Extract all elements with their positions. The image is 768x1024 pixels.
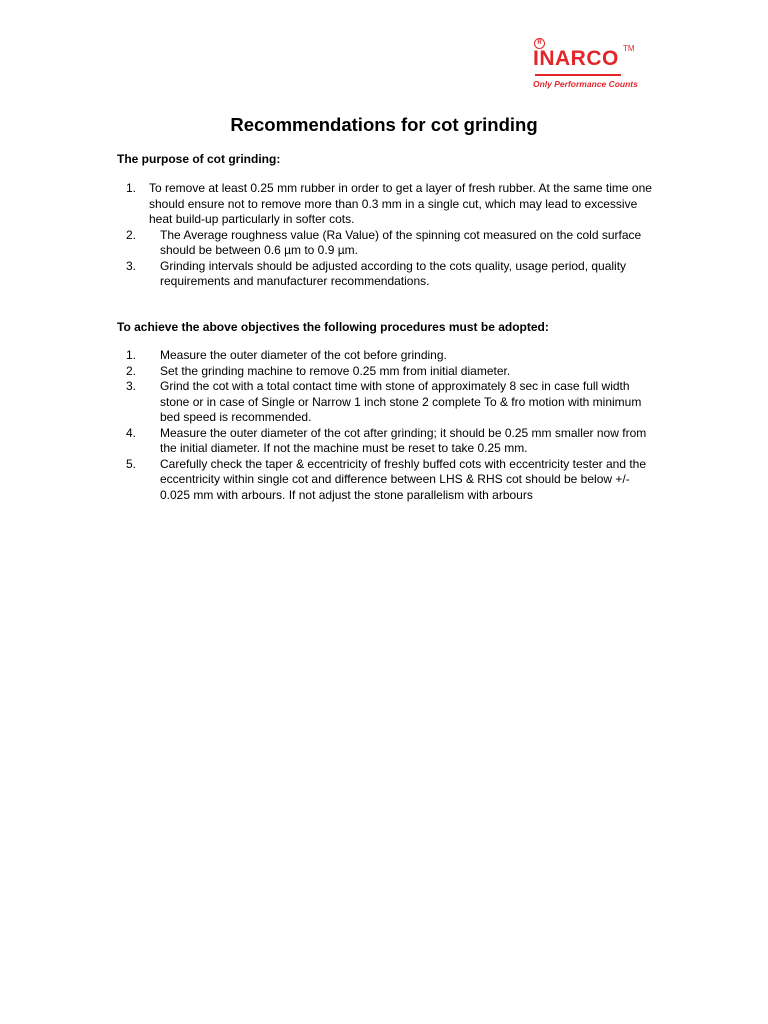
list-item-number: 3. (126, 258, 137, 273)
logo-trademark: TM (623, 44, 635, 53)
list-item (126, 259, 656, 290)
purpose-list (126, 181, 656, 290)
list-item-text: Set the grinding machine to remove 0.25 mm from initial diameter. (160, 363, 511, 378)
list-item-number: 1. (126, 348, 137, 362)
procedures-list (126, 348, 656, 503)
list-item-text: Grind the cot with a total contact time with stone of approximately 8 sec in case full width stone or in case of Single or Narrow 1 inch stone 2 complete To & fro motion with minimum bed speed is recommended. (160, 379, 642, 424)
list-item-number: 2. (126, 227, 137, 242)
list-item (126, 379, 656, 426)
list-item (126, 364, 656, 380)
list-item-number: 5. (126, 456, 137, 471)
list-item-text: To remove at least 0.25 mm rubber in order to get a layer of fresh rubber. At the same time one should ensure not to remove more than 0.3 mm in a single cut, which may lead to excessive heat build-up particularly in softer cots. (149, 181, 652, 226)
logo-wordmark: INARCO (533, 47, 619, 70)
list-item (126, 426, 656, 457)
list-item-number: 2. (126, 363, 137, 378)
list-item (126, 457, 656, 504)
list-item (126, 228, 656, 259)
list-item-text: Measure the outer diameter of the cot after grinding; it should be 0.25 mm smaller now from the initial diameter. If not the machine must be reset to take 0.25 mm. (160, 425, 647, 455)
section-heading-procedures: To achieve the above objectives the following procedures must be adopted: (117, 320, 549, 334)
list-item (126, 348, 656, 364)
list-item (126, 181, 656, 228)
registered-mark-icon: R (534, 38, 545, 49)
list-item-text: Grinding intervals should be adjusted according to the cots quality, usage period, quality requirements and manufacturer recommendations. (160, 258, 627, 288)
logo-underline (535, 74, 621, 76)
list-item-text: The Average roughness value (Ra Value) of the spinning cot measured on the cold surface should be between 0.6 µm to 0.9 µm. (160, 227, 642, 257)
list-item-text: Measure the outer diameter of the cot before grinding. (160, 348, 447, 362)
section-heading-purpose: The purpose of cot grinding: (117, 152, 281, 166)
logo-tagline: Only Performance Counts (533, 79, 638, 89)
list-item-number: 3. (126, 379, 137, 393)
list-item-text: Carefully check the taper & eccentricity of freshly buffed cots with eccentricity tester and the eccentricity within single cot and difference between LHS & RHS cot should be below +/- 0.025 mm with arbours. If not adjust the stone parallelism with arbours (160, 456, 647, 502)
list-item-number: 4. (126, 425, 137, 440)
company-logo (533, 36, 653, 96)
list-item-number: 1. (126, 181, 137, 195)
document-title: Recommendations for cot grinding (230, 114, 538, 135)
